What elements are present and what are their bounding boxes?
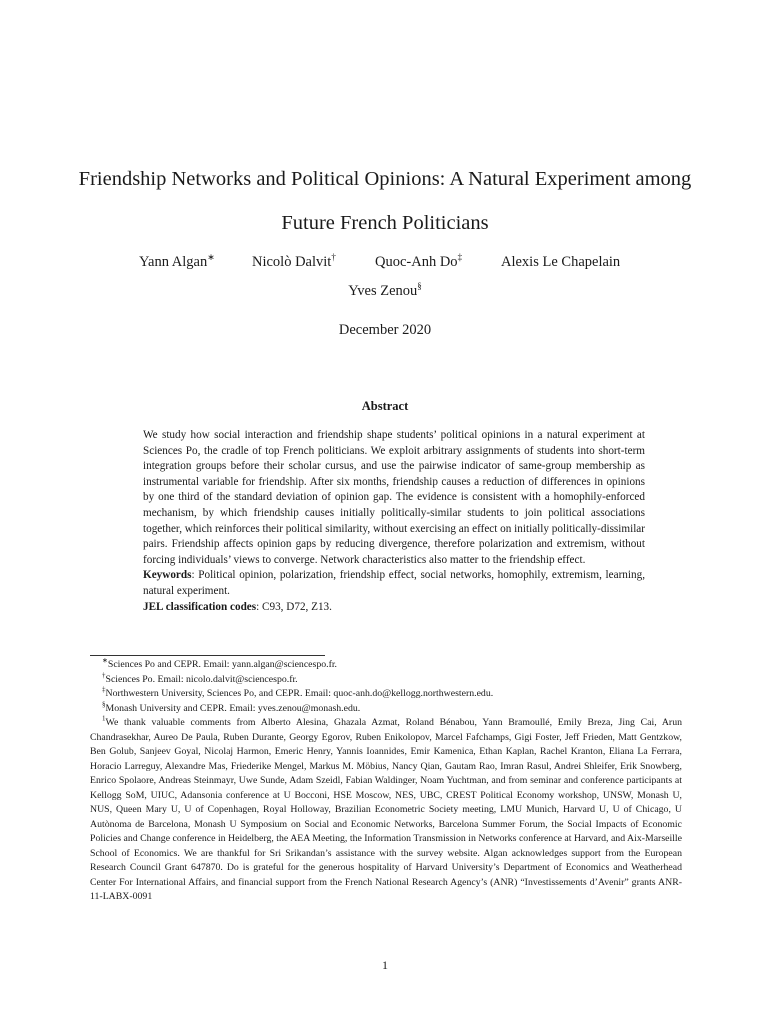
paper-title: Friendship Networks and Political Opinions: A Natural Experiment among Future French Politicians [78,168,692,234]
keywords: Keywords: Political opinion, polarization, friendship effect, social networks, homophily, extremism, learning, natural experiment. [143,569,645,597]
abstract-text: We study how social interaction and friendship shape students’ political opinions in a natural experiment at Sciences Po, the cradle of top French politicians. We exploit arbitrary assignments of students into short-term integration groups before their scholar cursus, and use the pairwise indicator of same-group membership as instrumental variable for friendship. After six months, friendship causes a reduction of differences in opinions by one third of the standard deviation of opinion gap. The evidence is consistent with a homophily-enforced mechanism, by which friendship causes initially politically-similar students to join political associations together, which reinforces their political similarity, without exercising an effect on initially politically-dissimilar pairs. Friendship affects opinion gaps by reducing divergence, therefore polarization and extremism, without forcing individuals’ views to converge. Network characteristics also matter to the friendship effect. [143,429,645,566]
abstract-body [143,428,645,615]
author-zenou: Yves Zenou§ [348,281,422,299]
footnote: $^1$We thank valuable comments from Alberto Alesina, Ghazala Azmat, Roland Bénabou, Yann Bramoullé, Emily Breza, Jing Cai, Arun Chandrasekhar, Aureo De Paula, Ruben Durante, Georgy Egorov, Ruben Enikolopov, Marcel Fafchamps, Gigi Foster, Jeff Frieden, Matt Gentzkow, Ben Golub, Sanjeev Goyal, Nicolaj Harmon, Emeric Henry, Yannis Ioannides, Emir Kamenica, Ethan Kaplan, Rachel Kranton, Eliana La Ferrara, Horacio Larreguy, Alexandre Mas, Friederike Mengel, Markus M. Möbius, Nancy Qian, Gautam Rao, Imran Rasul, Andrei Shleifer, Erik Snowberg, Enrico Spolaore, Andreas Steinmayr, Uwe Sunde, Adam Szeidl, Fabian Waldinger, Noam Yuchtman, and from seminar and conference participants at Kellogg SoM, UIUC, Adansonia conference at U Bocconi, HSE Moscow, NES, UBC, CREST Political Economy workshop, UNSW, Monash U, NUS, Queen Mary U, U of Copenhagen, Royal Holloway, Brazilian Econometric Society meeting, LMU Munich, Harvard U, U of Chicago, U Autònoma de Barcelona, Monash U Symposium on Social and Economic Networks, Barcelona Summer Forum, the Social Impacts of Economic Policies and Change conference in Heidelberg, the AEA Meeting, the Information Transmission in Networks conference at Harvard, and Aix-Marseille School of Economics. We are thankful for Sri Srikandan’s assistance with the survey website. Algan acknowledges support from the European Research Council Grant 647870. Do is grateful for the generous hospitality of Harvard University’s Department of Economics and Weatherhead Center For International Affairs, and financial support from the French National Research Agency’s (ANR) “Investissements d’Avenir” grants ANR-11-LABX-0091 [90,714,682,902]
footnote: ∗Sciences Po and CEPR. Email: yann.algan@sciencespo.fr. [102,656,338,670]
author-algan: Yann Algan∗ [139,252,215,270]
footnote: †Sciences Po. Email: nicolo.dalvit@sciencespo.fr. [102,671,298,685]
page-number: 1 [382,958,388,972]
footnote-rule [90,655,325,656]
paper-date: December 2020 [338,322,432,338]
author-le-chapelain: Alexis Le Chapelain [501,254,621,270]
author-do: Quoc-Anh Do‡ [375,252,463,270]
footnote: ‡Northwestern University, Sciences Po, and CEPR. Email: quoc-anh.do@kellogg.northwestern.edu. [102,685,494,699]
jel-codes: JEL classification codes: C93, D72, Z13. [143,600,332,613]
abstract-heading: Abstract [361,399,409,413]
footnotes [90,658,682,905]
footnote: §Monash University and CEPR. Email: yves.zenou@monash.edu. [102,700,361,714]
author-dalvit: Nicolò Dalvit† [252,252,336,270]
author-list [0,254,770,276]
